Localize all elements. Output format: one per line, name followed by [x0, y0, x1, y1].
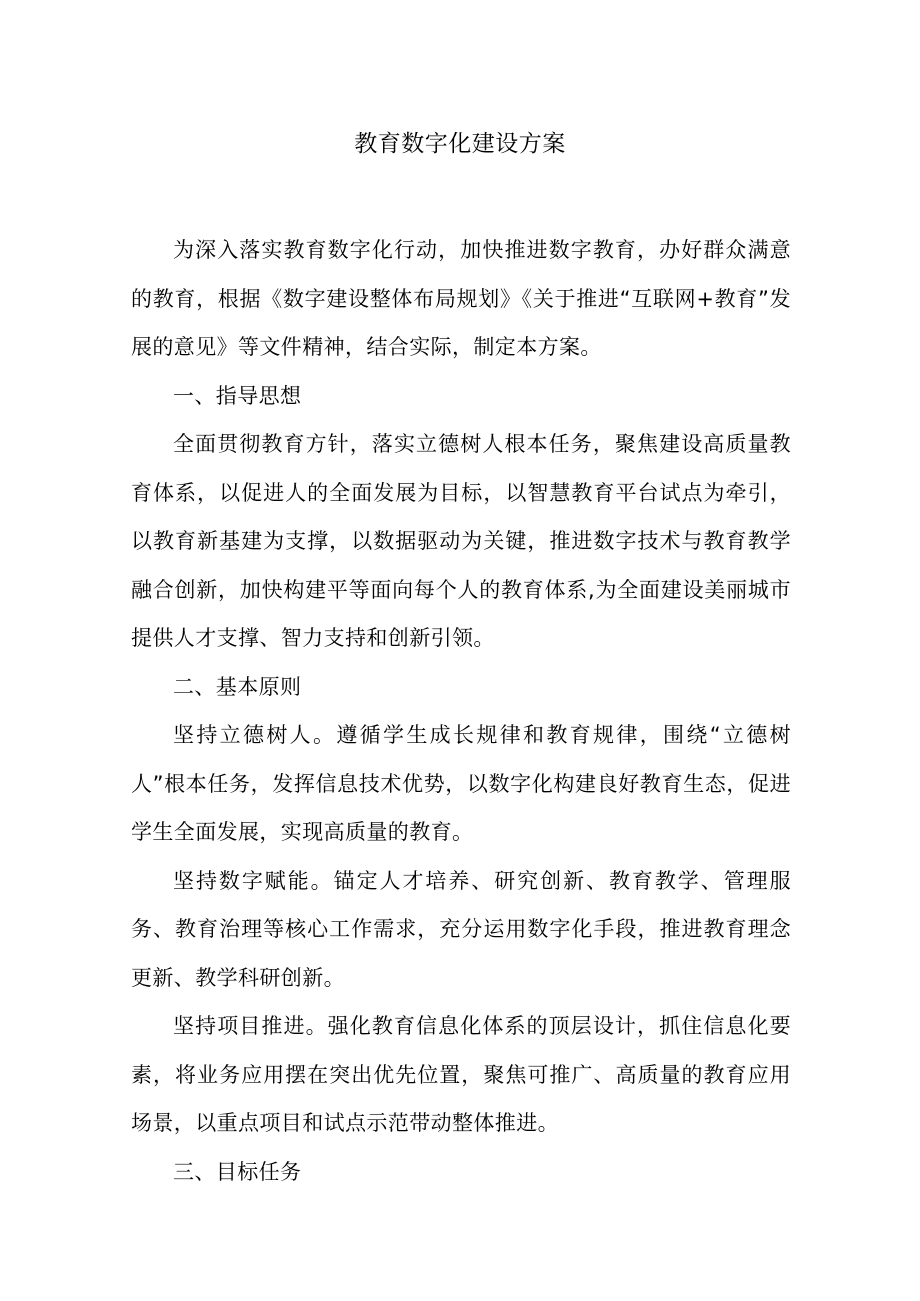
guiding-ideology-paragraph: 全面贯彻教育方针，落实立德树人根本任务，聚焦建设高质量教育体系，以促进人的全面发展为目标，以智慧教育平台试点为牵引，以教育新基建为支撑，以数据驱动为关键，推进数字技术与教育教学融合创新，加快构建平等面向每个人的教育体系,为全面建设美丽城市提供人才支撑、智力支持和创新引领。	[131, 432, 791, 650]
section-heading-guiding-ideology: 一、指导思想	[173, 383, 302, 408]
principle-paragraph-moral-education: 坚持立德树人。遵循学生成长规律和教育规律，围绕“立德树人”根本任务，发挥信息技术优势，以数字化构建良好教育生态，促进学生全面发展，实现高质量的教育。	[131, 723, 791, 844]
document-body	[131, 226, 791, 1196]
section-heading-basic-principles: 二、基本原则	[173, 674, 302, 699]
document-title: 教育数字化建设方案	[354, 131, 566, 157]
principle-paragraph-project-promotion: 坚持项目推进。强化教育信息化体系的顶层设计，抓住信息化要素，将业务应用摆在突出优先位置，聚焦可推广、高质量的教育应用场景，以重点项目和试点示范带动整体推进。	[131, 1014, 791, 1135]
principle-paragraph-digital-empowerment: 坚持数字赋能。锚定人才培养、研究创新、教育教学、管理服务、教育治理等核心工作需求，充分运用数字化手段，推进教育理念更新、教学科研创新。	[131, 868, 791, 990]
intro-paragraph: 为深入落实教育数字化行动，加快推进数字教育，办好群众满意的教育，根据《数字建设整体布局规划》《关于推进“互联网+教育”发展的意见》等文件精神，结合实际，制定本方案。	[131, 238, 791, 359]
section-heading-goals-tasks: 三、目标任务	[173, 1159, 302, 1184]
